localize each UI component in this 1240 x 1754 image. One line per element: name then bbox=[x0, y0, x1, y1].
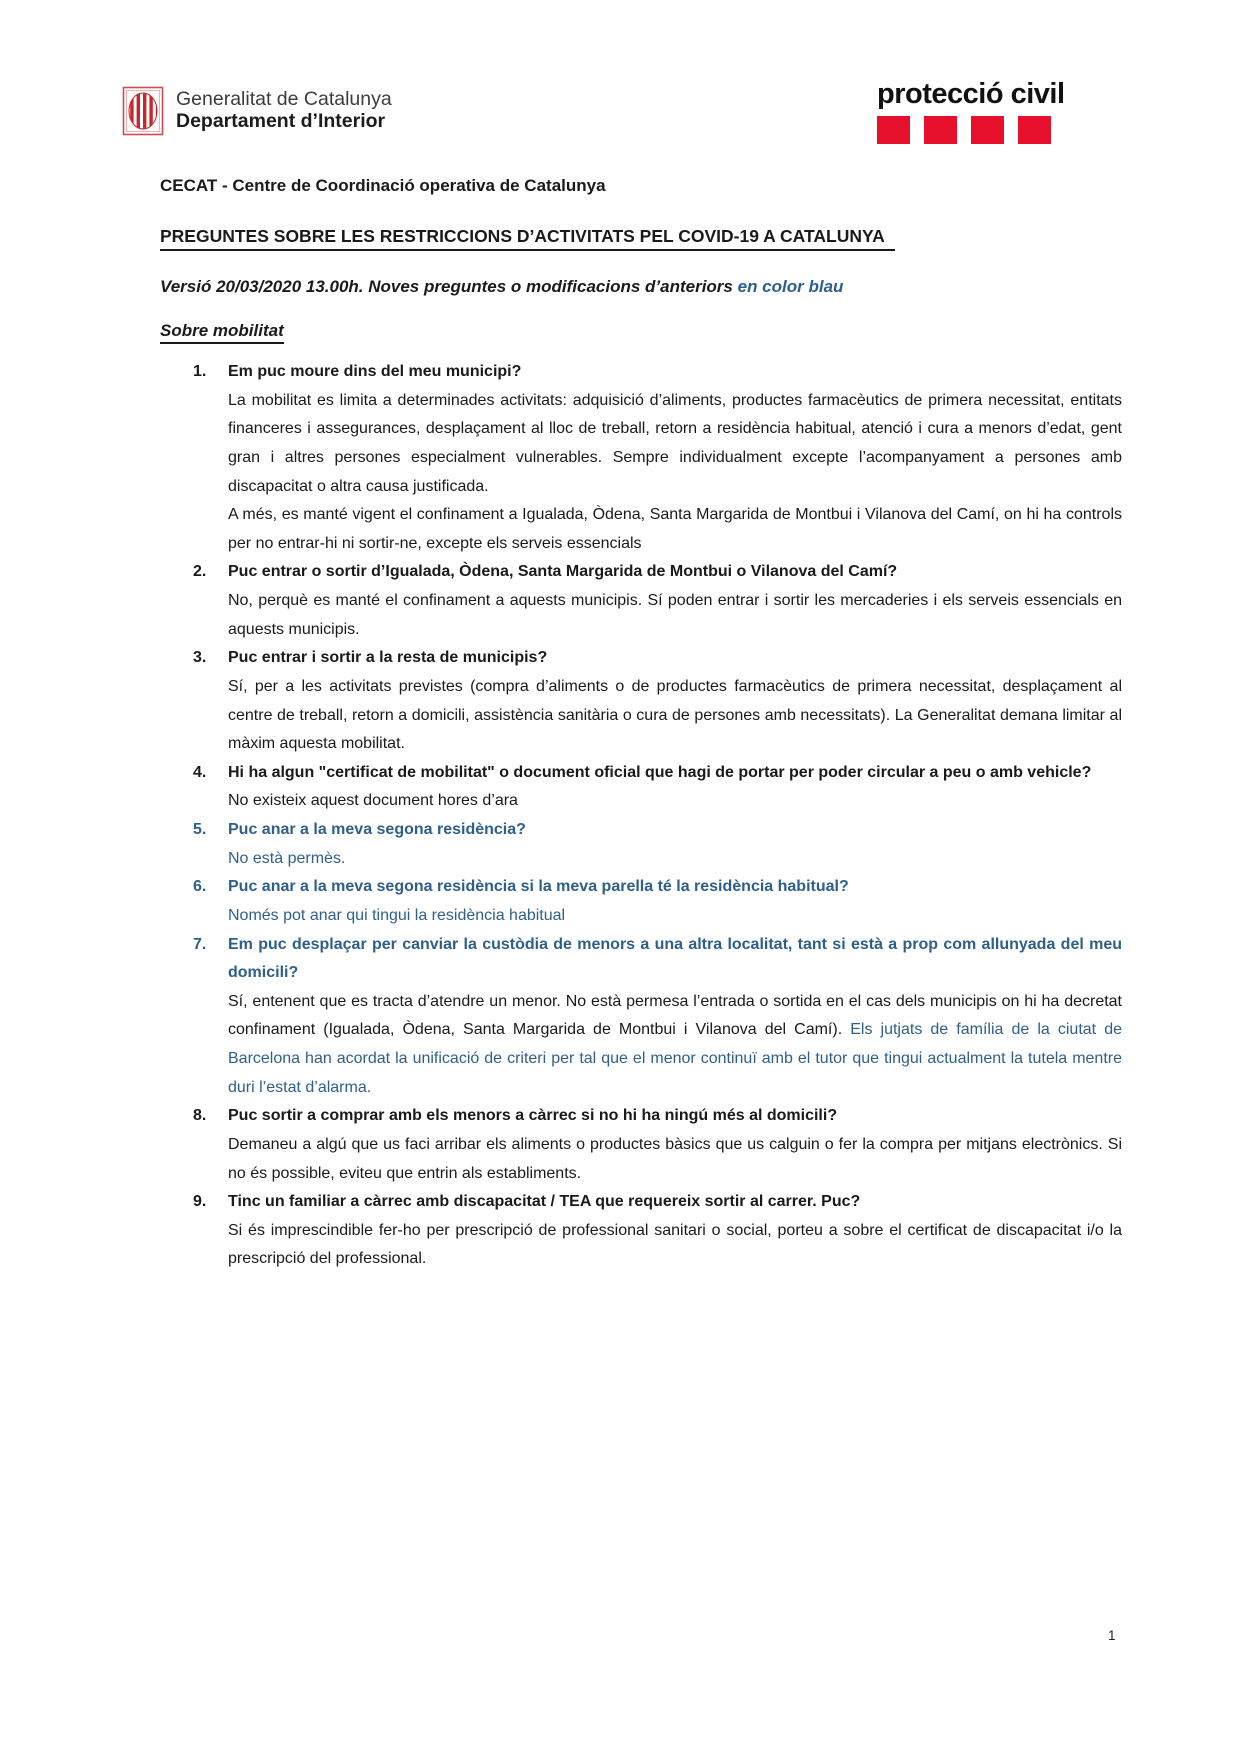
answer-text-2: A més, es manté vigent el confinament a Igualada, Òdena, Santa Margarida de Montbui i Vilanova del Camí, on hi ha controls per no entrar-hi ni sortir-ne, excepte els serveis essencials bbox=[228, 506, 1122, 552]
question-text: Hi ha algun "certificat de mobilitat" o document oficial que hagi de portar per poder circular a peu o amb vehicle? bbox=[228, 763, 1092, 781]
question-text: Tinc un familiar a càrrec amb discapacitat / TEA que requereix sortir al carrer. Puc? bbox=[228, 1193, 861, 1211]
faq-item-4 bbox=[160, 759, 1122, 816]
item-number: 8. bbox=[193, 1107, 207, 1125]
document-body bbox=[160, 176, 1122, 1274]
red-square-icon bbox=[1018, 116, 1051, 144]
faq-item-8 bbox=[160, 1102, 1122, 1188]
page-number: 1 bbox=[1108, 1628, 1116, 1643]
generalitat-logo-text bbox=[176, 89, 392, 133]
red-square-icon bbox=[877, 116, 910, 144]
version-highlight: en color blau bbox=[737, 277, 844, 296]
answer-text bbox=[228, 988, 1122, 1103]
generalitat-name: Generalitat de Catalunya bbox=[176, 88, 392, 111]
faq-item-3 bbox=[160, 644, 1122, 759]
version-line bbox=[160, 277, 1122, 297]
faq-item-9 bbox=[160, 1188, 1122, 1274]
item-number: 5. bbox=[193, 821, 207, 838]
question-text: Em puc moure dins del meu municipi? bbox=[228, 363, 522, 380]
item-number: 4. bbox=[193, 763, 207, 781]
answer-black-part: Sí, entenent que es tracta d’atendre un menor. No està permesa l’entrada o sortida en el cas dels municipis on hi ha decretat confinament (Igualada, Òdena, Santa Margarida de Montbui i Vilanova del Camí). bbox=[228, 992, 1122, 1039]
answer-text: No està permès. bbox=[228, 849, 346, 867]
item-number: 2. bbox=[193, 563, 207, 581]
item-number: 9. bbox=[193, 1193, 207, 1211]
proteccio-civil-squares-icon bbox=[877, 116, 1097, 144]
faq-item-6 bbox=[160, 873, 1122, 930]
red-square-icon bbox=[924, 116, 957, 144]
faq-item-1 bbox=[160, 358, 1122, 558]
document-title: PREGUNTES SOBRE LES RESTRICCIONS D’ACTIVITATS PEL COVID-19 A CATALUNYA bbox=[160, 226, 1122, 251]
item-number: 1. bbox=[193, 363, 207, 380]
answer-text: La mobilitat es limita a determinades activitats: adquisició d’aliments, productes farmacèutics de primera necessitat, entitats financeres i assegurances, desplaçament al lloc de treball, retorn a residència habitual, atenció i cura a menors d’edat, gent gran i altres persones especialment vulnerables. Sempre individualment excepte l’acompanyament a persones amb discapacitat o altra causa justificada. bbox=[228, 391, 1122, 495]
answer-text: Demaneu a algú que us faci arribar els aliments o productes bàsics que us calguin o fer la compra per mitjans electrònics. Si no és possible, eviteu que entrin als establiments. bbox=[228, 1135, 1122, 1182]
section-title: Sobre mobilitat bbox=[160, 321, 1122, 344]
item-number: 7. bbox=[193, 935, 207, 953]
red-square-icon bbox=[971, 116, 1004, 144]
answer-text: Només pot anar qui tingui la residència habitual bbox=[228, 906, 566, 924]
question-text: Puc sortir a comprar amb els menors a càrrec si no hi ha ningú més al domicili? bbox=[228, 1107, 838, 1125]
answer-text: Sí, per a les activitats previstes (compra d’aliments o de productes farmacèutics de primera necessitat, desplaçament al centre de treball, retorn a domicili, assistència sanitària o cura de persones amb necessitats). La Generalitat demana limitar al màxim aquesta mobilitat. bbox=[228, 677, 1122, 753]
item-number: 3. bbox=[193, 649, 207, 667]
question-text: Em puc desplaçar per canviar la custòdia de menors a una altra localitat, tant si està a prop com allunyada del meu domicili? bbox=[228, 935, 1122, 982]
question-text: Puc anar a la meva segona residència? bbox=[228, 821, 526, 838]
question-text: Puc entrar i sortir a la resta de municipis? bbox=[228, 649, 548, 667]
question-text: Puc entrar o sortir d’Igualada, Òdena, Santa Margarida de Montbui o Vilanova del Camí? bbox=[228, 563, 898, 581]
answer-text: Si és imprescindible fer-ho per prescripció de professional sanitari o social, porteu a sobre el certificat de discapacitat i/o la prescripció del professional. bbox=[228, 1221, 1122, 1268]
senyera-shield-icon bbox=[122, 86, 164, 136]
faq-item-7 bbox=[160, 931, 1122, 1103]
faq-item-5 bbox=[160, 816, 1122, 873]
proteccio-civil-wordmark: protecció civil bbox=[877, 78, 1065, 110]
faq-list bbox=[160, 358, 1122, 1274]
item-number: 6. bbox=[193, 878, 207, 896]
version-text: Versió 20/03/2020 13.00h. Noves preguntes o modificacions d’anteriors bbox=[160, 277, 733, 296]
question-text: Puc anar a la meva segona residència si la meva parella té la residència habitual? bbox=[228, 878, 849, 896]
generalitat-logo bbox=[122, 86, 392, 136]
faq-item-2 bbox=[160, 558, 1122, 644]
departament-name: Departament d’Interior bbox=[176, 110, 386, 132]
cecat-subtitle: CECAT - Centre de Coordinació operativa de Catalunya bbox=[160, 176, 606, 195]
answer-text: No existeix aquest document hores d’ara bbox=[228, 792, 518, 810]
proteccio-civil-logo bbox=[877, 80, 1097, 144]
answer-blue-part: Els jutjats de família de la ciutat de Barcelona han acordat la unificació de criteri per tal que el menor continuï amb el tutor que tingui actualment la tutela mentre duri l’estat d’alarma. bbox=[228, 1021, 1122, 1096]
answer-text: No, perquè es manté el confinament a aquests municipis. Sí poden entrar i sortir les mercaderies i els serveis essencials en aquests municipis. bbox=[228, 592, 1122, 638]
